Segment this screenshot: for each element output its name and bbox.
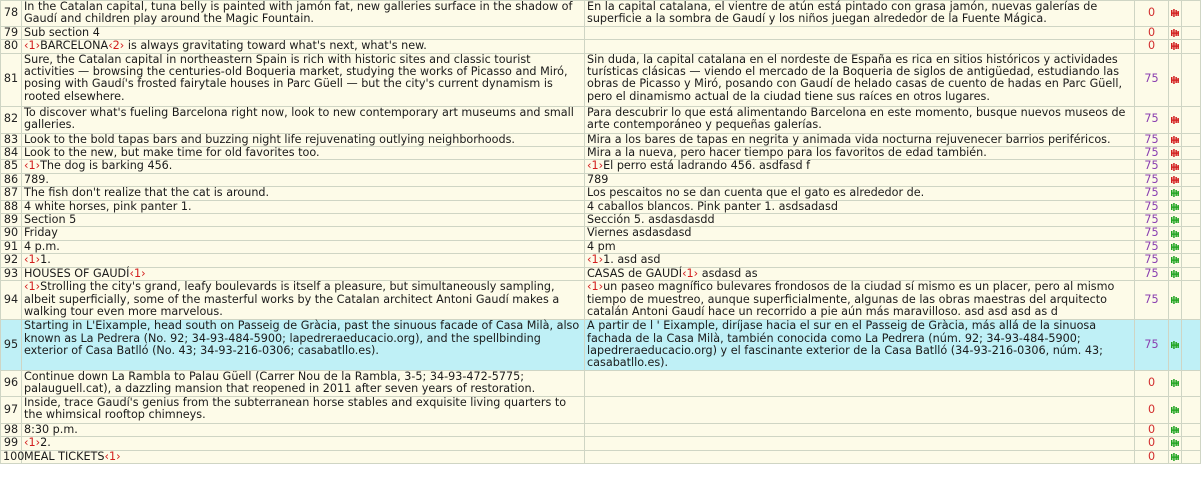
segment-text: Sección 5. asdasdasdd (587, 213, 715, 227)
segment-row[interactable] (1, 26, 1201, 39)
segment-text: Sin duda, la capital catalana en el nordeste de España es rica en sitios históricos y actividades turísticas clásicas — viendo el mercado de la Boqueria de siglos de antigüedad, estudiando las obras de Picasso y Miró, posando con Gaudí de helado casas de cuento de hadas en Parc Güell, pero el dinamismo actual de la ciudad tiene sus raíces en otros lugares. (587, 52, 1123, 103)
segment-text: The fish don't realize that the cat is around. (24, 186, 270, 200)
status-ok-icon[interactable] (1169, 240, 1182, 253)
status-unconfirmed-icon[interactable] (1169, 26, 1182, 39)
row-spacer (1182, 53, 1201, 106)
match-score: 0 (1135, 450, 1169, 463)
target-text-cell[interactable] (585, 173, 1135, 186)
source-text-cell[interactable] (22, 396, 585, 423)
row-spacer (1182, 320, 1201, 371)
inline-tag: ‹1› (104, 449, 121, 463)
row-spacer (1182, 267, 1201, 280)
segment-text: 4 p.m. (24, 239, 60, 253)
target-text-cell[interactable] (585, 106, 1135, 133)
match-score: 75 (1135, 320, 1169, 371)
segment-text: asdasd as (698, 266, 758, 280)
target-text-cell[interactable] (585, 254, 1135, 267)
match-score: 0 (1135, 1, 1169, 27)
segment-row[interactable] (1, 450, 1201, 463)
match-score: 75 (1135, 133, 1169, 146)
source-text-cell[interactable] (22, 320, 585, 371)
match-score: 75 (1135, 53, 1169, 106)
status-ok-icon[interactable] (1169, 214, 1182, 227)
target-text-cell[interactable] (585, 1, 1135, 27)
segment-row[interactable] (1, 106, 1201, 133)
source-text-cell[interactable] (22, 423, 585, 436)
segment-text: Viernes asdasdasd (587, 226, 692, 240)
source-text-cell[interactable] (22, 187, 585, 200)
status-unconfirmed-icon[interactable] (1169, 147, 1182, 160)
segment-number: 83 (1, 133, 22, 146)
row-spacer (1182, 26, 1201, 39)
segment-row[interactable] (1, 1, 1201, 27)
target-text-cell[interactable] (585, 396, 1135, 423)
segment-text: BARCELONA (40, 39, 109, 53)
status-unconfirmed-icon[interactable] (1169, 106, 1182, 133)
match-score: 75 (1135, 187, 1169, 200)
segment-number: 94 (1, 281, 22, 320)
inline-tag: ‹1› (24, 280, 41, 294)
match-score: 75 (1135, 214, 1169, 227)
segment-row[interactable] (1, 160, 1201, 173)
match-score: 75 (1135, 147, 1169, 160)
segment-number: 79 (1, 26, 22, 39)
source-text-cell[interactable] (22, 53, 585, 106)
segment-text: CASAS de GAUDÍ (587, 266, 683, 280)
segment-text: Los pescaitos no se dan cuenta que el gato es alrededor de. (587, 186, 925, 200)
segment-row[interactable] (1, 240, 1201, 253)
target-text-cell[interactable] (585, 187, 1135, 200)
segment-row[interactable] (1, 227, 1201, 240)
status-unconfirmed-icon[interactable] (1169, 53, 1182, 106)
source-text-cell[interactable] (22, 281, 585, 320)
match-score: 75 (1135, 227, 1169, 240)
segment-row[interactable] (1, 281, 1201, 320)
target-text-cell[interactable] (585, 53, 1135, 106)
segment-row[interactable] (1, 423, 1201, 436)
segment-text: Mira a los bares de tapas en negrita y animada vida nocturna rejuvenecer barrios periféricos. (587, 132, 1111, 146)
source-text-cell[interactable] (22, 173, 585, 186)
source-text-cell[interactable] (22, 200, 585, 213)
segment-text: Look to the bold tapas bars and buzzing night life rejuvenating outlying neighborhoods. (24, 132, 515, 146)
status-ok-icon[interactable] (1169, 281, 1182, 320)
inline-tag: ‹2› (108, 39, 125, 53)
segment-text: Mira a la nueva, pero hacer tiempo para los favoritos de edad también. (587, 146, 987, 160)
target-text-cell[interactable] (585, 200, 1135, 213)
source-text-cell[interactable] (22, 147, 585, 160)
source-text-cell[interactable] (22, 227, 585, 240)
segment-number: 92 (1, 254, 22, 267)
inline-tag: ‹1› (24, 253, 41, 267)
segment-text: A partir de l ' Eixample, diríjase hacia el sur en el Passeig de Gràcia, más allá de la sinuosa fachada de la Casa Milà, también conocida como La Pedrera (núm. 92; 34-93-484-5900; lapedreraeducacio.org) y el fascinante exterior de la Casa Batlló (34-93-216-0306, núm. 43; casabatllo.es). (587, 319, 1103, 370)
segment-text: Inside, trace Gaudí's genius from the subterranean horse stables and exquisite living quarters to the whimsical rooftop chimneys. (24, 395, 567, 422)
status-ok-icon[interactable] (1169, 200, 1182, 213)
segment-text: 1. asd asd (603, 253, 661, 267)
status-unconfirmed-icon[interactable] (1169, 160, 1182, 173)
match-score: 75 (1135, 200, 1169, 213)
target-text-cell[interactable] (585, 147, 1135, 160)
source-text-cell[interactable] (22, 214, 585, 227)
source-text-cell[interactable] (22, 133, 585, 146)
match-score: 75 (1135, 254, 1169, 267)
source-text-cell[interactable] (22, 26, 585, 39)
segment-text: MEAL TICKETS (24, 449, 105, 463)
target-text-cell[interactable] (585, 227, 1135, 240)
inline-tag: ‹1› (587, 253, 604, 267)
segment-number: 97 (1, 396, 22, 423)
row-spacer (1182, 450, 1201, 463)
row-spacer (1182, 160, 1201, 173)
match-score: 0 (1135, 26, 1169, 39)
target-text-cell[interactable] (585, 160, 1135, 173)
row-spacer (1182, 40, 1201, 53)
segment-number: 96 (1, 370, 22, 396)
status-ok-icon[interactable] (1169, 320, 1182, 371)
segment-text: 1. (40, 253, 51, 267)
segment-row[interactable] (1, 40, 1201, 53)
segment-number: 80 (1, 40, 22, 53)
segment-text: is always gravitating toward what's next, what's new. (124, 39, 427, 53)
source-text-cell[interactable] (22, 370, 585, 396)
source-text-cell[interactable] (22, 437, 585, 450)
row-spacer (1182, 106, 1201, 133)
row-spacer (1182, 437, 1201, 450)
segment-number: 90 (1, 227, 22, 240)
segment-text: El perro está ladrando 456. asdfasd f (603, 159, 811, 173)
inline-tag: ‹1› (587, 280, 604, 294)
inline-tag: ‹1› (682, 266, 699, 280)
segment-number: 82 (1, 106, 22, 133)
match-score: 0 (1135, 40, 1169, 53)
segment-text: Friday (24, 226, 58, 240)
status-ok-icon[interactable] (1169, 227, 1182, 240)
segment-row-selected[interactable] (1, 320, 1201, 371)
row-spacer (1182, 147, 1201, 160)
segment-number: 85 (1, 160, 22, 173)
match-score: 75 (1135, 281, 1169, 320)
segment-text: En la capital catalana, el vientre de atún está pintado con grasa jamón, nuevas galerías de superficie a la sombra de Gaudí y los niños juegan alrededor de la Fuente Mágica. (587, 0, 1098, 26)
row-spacer (1182, 173, 1201, 186)
segment-text: 789 (587, 172, 609, 186)
status-ok-icon[interactable] (1169, 370, 1182, 396)
inline-tag: ‹1› (24, 436, 41, 450)
status-ok-icon[interactable] (1169, 396, 1182, 423)
target-text-cell[interactable] (585, 423, 1135, 436)
segment-number: 78 (1, 1, 22, 27)
target-text-cell[interactable] (585, 240, 1135, 253)
segment-text: Strolling the city's grand, leafy boulevards is itself a pleasure, but simultaneously sampling, albeit superficially, some of the masterful works by the Catalan architect Antoni Gaudí makes a walking tour even more marvelous. (24, 280, 560, 318)
segment-number: 91 (1, 240, 22, 253)
source-text-cell[interactable] (22, 106, 585, 133)
segment-text: Look to the new, but make time for old favorites too. (24, 146, 320, 160)
target-text-cell[interactable] (585, 281, 1135, 320)
source-text-cell[interactable] (22, 160, 585, 173)
segment-number: 99 (1, 437, 22, 450)
segment-row[interactable] (1, 147, 1201, 160)
match-score: 0 (1135, 396, 1169, 423)
segment-text: HOUSES OF GAUDÍ (24, 266, 130, 280)
segment-text: Continue down La Rambla to Palau Güell (Carrer Nou de la Rambla, 3-5; 34-93-472-5775; palauguell.cat), a dazzling mansion that reopened in 2011 after seven years of restoration. (24, 369, 536, 396)
status-unconfirmed-icon[interactable] (1169, 173, 1182, 186)
row-spacer (1182, 281, 1201, 320)
inline-tag: ‹1› (24, 159, 41, 173)
segment-text: Para descubrir lo que está alimentando Barcelona en este momento, busque nuevos museos de arte contemporáneo y pequeñas galerías. (587, 105, 1126, 132)
segment-number: 100 (1, 450, 22, 463)
segment-row[interactable] (1, 370, 1201, 396)
match-score: 0 (1135, 423, 1169, 436)
segment-text: 8:30 p.m. (24, 422, 78, 436)
segment-number: 98 (1, 423, 22, 436)
target-text-cell[interactable] (585, 40, 1135, 53)
segment-text: Sub section 4 (24, 25, 100, 39)
match-score: 0 (1135, 370, 1169, 396)
target-text-cell[interactable] (585, 437, 1135, 450)
match-score: 75 (1135, 173, 1169, 186)
inline-tag: ‹1› (24, 39, 41, 53)
segment-number: 84 (1, 147, 22, 160)
status-ok-icon[interactable] (1169, 267, 1182, 280)
status-ok-icon[interactable] (1169, 254, 1182, 267)
status-ok-icon[interactable] (1169, 187, 1182, 200)
match-score: 75 (1135, 240, 1169, 253)
source-text-cell[interactable] (22, 254, 585, 267)
segment-text: 4 caballos blancos. Pink panter 1. asdsadasd (587, 199, 838, 213)
segment-text: Sure, the Catalan capital in northeastern Spain is rich with historic sites and classic tourist activities — browsing the centuries-old Boqueria market, studying the works of Picasso and Miró, posing with Gaudí's frosted fairytale houses in Parc Güell — but the city's current dynamism is rooted elsewhere. (24, 52, 568, 103)
segment-text: The dog is barking 456. (40, 159, 173, 173)
status-unconfirmed-icon[interactable] (1169, 1, 1182, 27)
match-score: 75 (1135, 160, 1169, 173)
inline-tag: ‹1› (129, 266, 146, 280)
match-score: 75 (1135, 106, 1169, 133)
segment-number: 88 (1, 200, 22, 213)
source-text-cell[interactable] (22, 450, 585, 463)
row-spacer (1182, 200, 1201, 213)
row-spacer (1182, 396, 1201, 423)
row-spacer (1182, 227, 1201, 240)
target-text-cell[interactable] (585, 450, 1135, 463)
segment-row[interactable] (1, 173, 1201, 186)
segment-row[interactable] (1, 254, 1201, 267)
target-text-cell[interactable] (585, 214, 1135, 227)
inline-tag: ‹1› (587, 159, 604, 173)
segment-number: 87 (1, 187, 22, 200)
segment-row[interactable] (1, 133, 1201, 146)
match-score: 75 (1135, 267, 1169, 280)
segment-text: Starting in L'Eixample, head south on Passeig de Gràcia, past the sinuous facade of Casa Milà, also known as La Pedrera (No. 92; 34-93-484-5900; lapedreraeducacio.org), and the spellbinding exterior of Casa Batlló (No. 43; 34-93-216-0306; casabatllo.es). (24, 319, 580, 357)
row-spacer (1182, 214, 1201, 227)
segment-number: 89 (1, 214, 22, 227)
segment-text: 2. (40, 436, 51, 450)
segment-text: To discover what's fueling Barcelona right now, look to new contemporary art museums and small galleries. (24, 105, 574, 132)
status-unconfirmed-icon[interactable] (1169, 133, 1182, 146)
source-text-cell[interactable] (22, 267, 585, 280)
segment-text: Section 5 (24, 213, 77, 227)
row-spacer (1182, 1, 1201, 27)
row-spacer (1182, 133, 1201, 146)
segment-row[interactable] (1, 396, 1201, 423)
match-score: 0 (1135, 437, 1169, 450)
source-text-cell[interactable] (22, 240, 585, 253)
segment-row[interactable] (1, 200, 1201, 213)
source-text-cell[interactable] (22, 1, 585, 27)
segment-row[interactable] (1, 53, 1201, 106)
segment-row[interactable] (1, 187, 1201, 200)
segment-text: In the Catalan capital, tuna belly is painted with jamón fat, new galleries surface in the shadow of Gaudí and children play around the Magic Fountain. (24, 0, 573, 26)
segment-row[interactable] (1, 437, 1201, 450)
status-unconfirmed-icon[interactable] (1169, 40, 1182, 53)
target-text-cell[interactable] (585, 26, 1135, 39)
source-text-cell[interactable] (22, 40, 585, 53)
segment-text: 4 white horses, pink panter 1. (24, 199, 192, 213)
row-spacer (1182, 240, 1201, 253)
row-spacer (1182, 254, 1201, 267)
target-text-cell[interactable] (585, 133, 1135, 146)
target-text-cell[interactable] (585, 320, 1135, 371)
segment-grid-body (1, 1, 1201, 464)
segment-row[interactable] (1, 214, 1201, 227)
segment-number: 86 (1, 173, 22, 186)
segment-text: 789. (24, 172, 49, 186)
segment-text: 4 pm (587, 239, 616, 253)
segment-number: 95 (1, 320, 22, 371)
row-spacer (1182, 370, 1201, 396)
status-ok-icon[interactable] (1169, 450, 1182, 463)
status-ok-icon[interactable] (1169, 437, 1182, 450)
row-spacer (1182, 187, 1201, 200)
segment-row[interactable] (1, 267, 1201, 280)
segment-text: un paseo magnífico bulevares frondosos de la ciudad sí mismo es un placer, pero al mismo tiempo de muestreo, aunque superficialmente, algunas de las obras maestras del arquitecto catalán Antoni Gaudí hace un recorrido a pie aún más maravilloso. asd asd asd as d (587, 280, 1115, 318)
target-text-cell[interactable] (585, 370, 1135, 396)
status-ok-icon[interactable] (1169, 423, 1182, 436)
row-spacer (1182, 423, 1201, 436)
target-text-cell[interactable] (585, 267, 1135, 280)
segment-number: 81 (1, 53, 22, 106)
segment-number: 93 (1, 267, 22, 280)
